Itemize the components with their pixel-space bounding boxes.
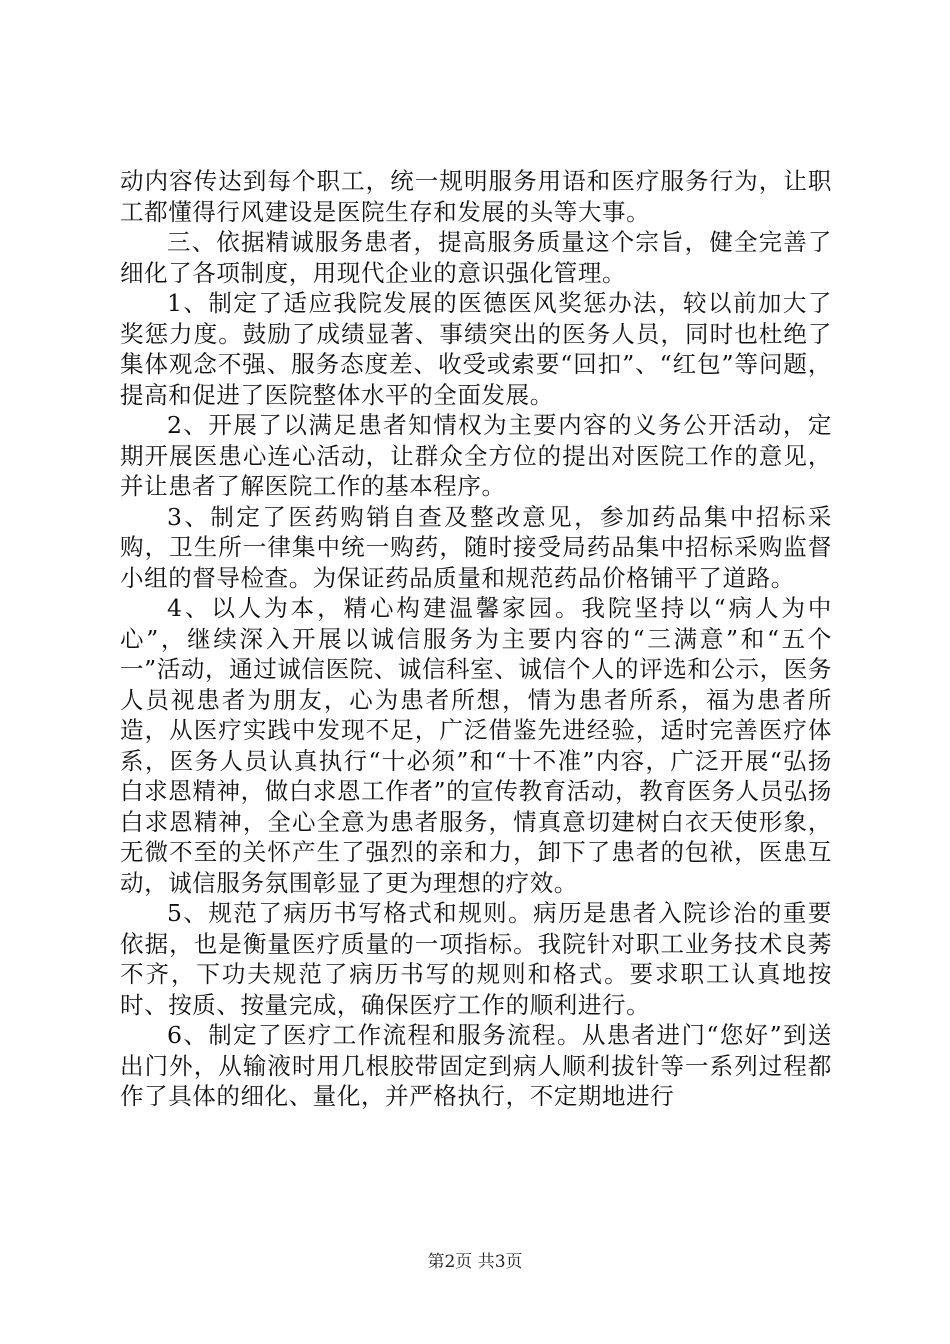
paragraph-item-3: 3、制定了医药购销自查及整改意见，参加药品集中招标采购，卫生所一律集中统一购药，随时接受局药品集中招标采购监督小组的督导检查。为保证药品质量和规范药品价格铺平了道路。 [120,502,832,592]
document-body [120,166,832,1112]
page-number-label: 第2页 共3页 [427,1252,523,1272]
paragraph-item-4: 4、以人为本，精心构建温馨家园。我院坚持以“病人为中心”，继续深入开展以诚信服务为主要内容的“三满意”和“五个一”活动，通过诚信医院、诚信科室、诚信个人的评选和公示，医务人员视患者为朋友，心为患者所想，情为患者所系，福为患者所造，从医疗实践中发现不足，广泛借鉴先进经验，适时完善医疗体系，医务人员认真执行“十必须”和“十不准”内容，广泛开展“弘扬白求恩精神，做白求恩工作者”的宣传教育活动，教育医务人员弘扬白求恩精神，全心全意为患者服务，情真意切建树白衣天使形象，无微不至的关怀产生了强烈的亲和力，卸下了患者的包袱，医患互动，诚信服务氛围彰显了更为理想的疗效。 [120,594,832,897]
page-footer [0,1247,950,1272]
paragraph-section-three: 三、依据精诚服务患者，提高服务质量这个宗旨，健全完善了细化了各项制度，用现代企业的意识强化管理。 [120,228,832,287]
paragraph-item-5: 5、规范了病历书写格式和规则。病历是患者入院诊治的重要依据，也是衡量医疗质量的一项指标。我院针对职工业务技术良莠不齐，下功夫规范了病历书写的规则和格式。要求职工认真地按时、按质、按量完成，确保医疗工作的顺利进行。 [120,899,832,1019]
paragraph-item-6: 6、制定了医疗工作流程和服务流程。从患者进门“您好”到送出门外，从输液时用几根胶带固定到病人顺利拔针等一系列过程都作了具体的细化、量化，并严格执行，不定期地进行 [120,1021,832,1110]
paragraph-item-2: 2、开展了以满足患者知情权为主要内容的义务公开活动，定期开展医患心连心活动，让群众全方位的提出对医院工作的意见，并让患者了解医院工作的基本程序。 [120,411,832,500]
paragraph-continuation: 动内容传达到每个职工，统一规明服务用语和医疗服务行为，让职工都懂得行风建设是医院生存和发展的头等大事。 [120,167,832,226]
paragraph-item-1: 1、制定了适应我院发展的医德医风奖惩办法，较以前加大了奖惩力度。鼓励了成绩显著、事绩突出的医务人员，同时也杜绝了集体观念不强、服务态度差、收受或索要“回扣”、“红包”等问题，提高和促进了医院整体水平的全面发展。 [120,289,832,409]
